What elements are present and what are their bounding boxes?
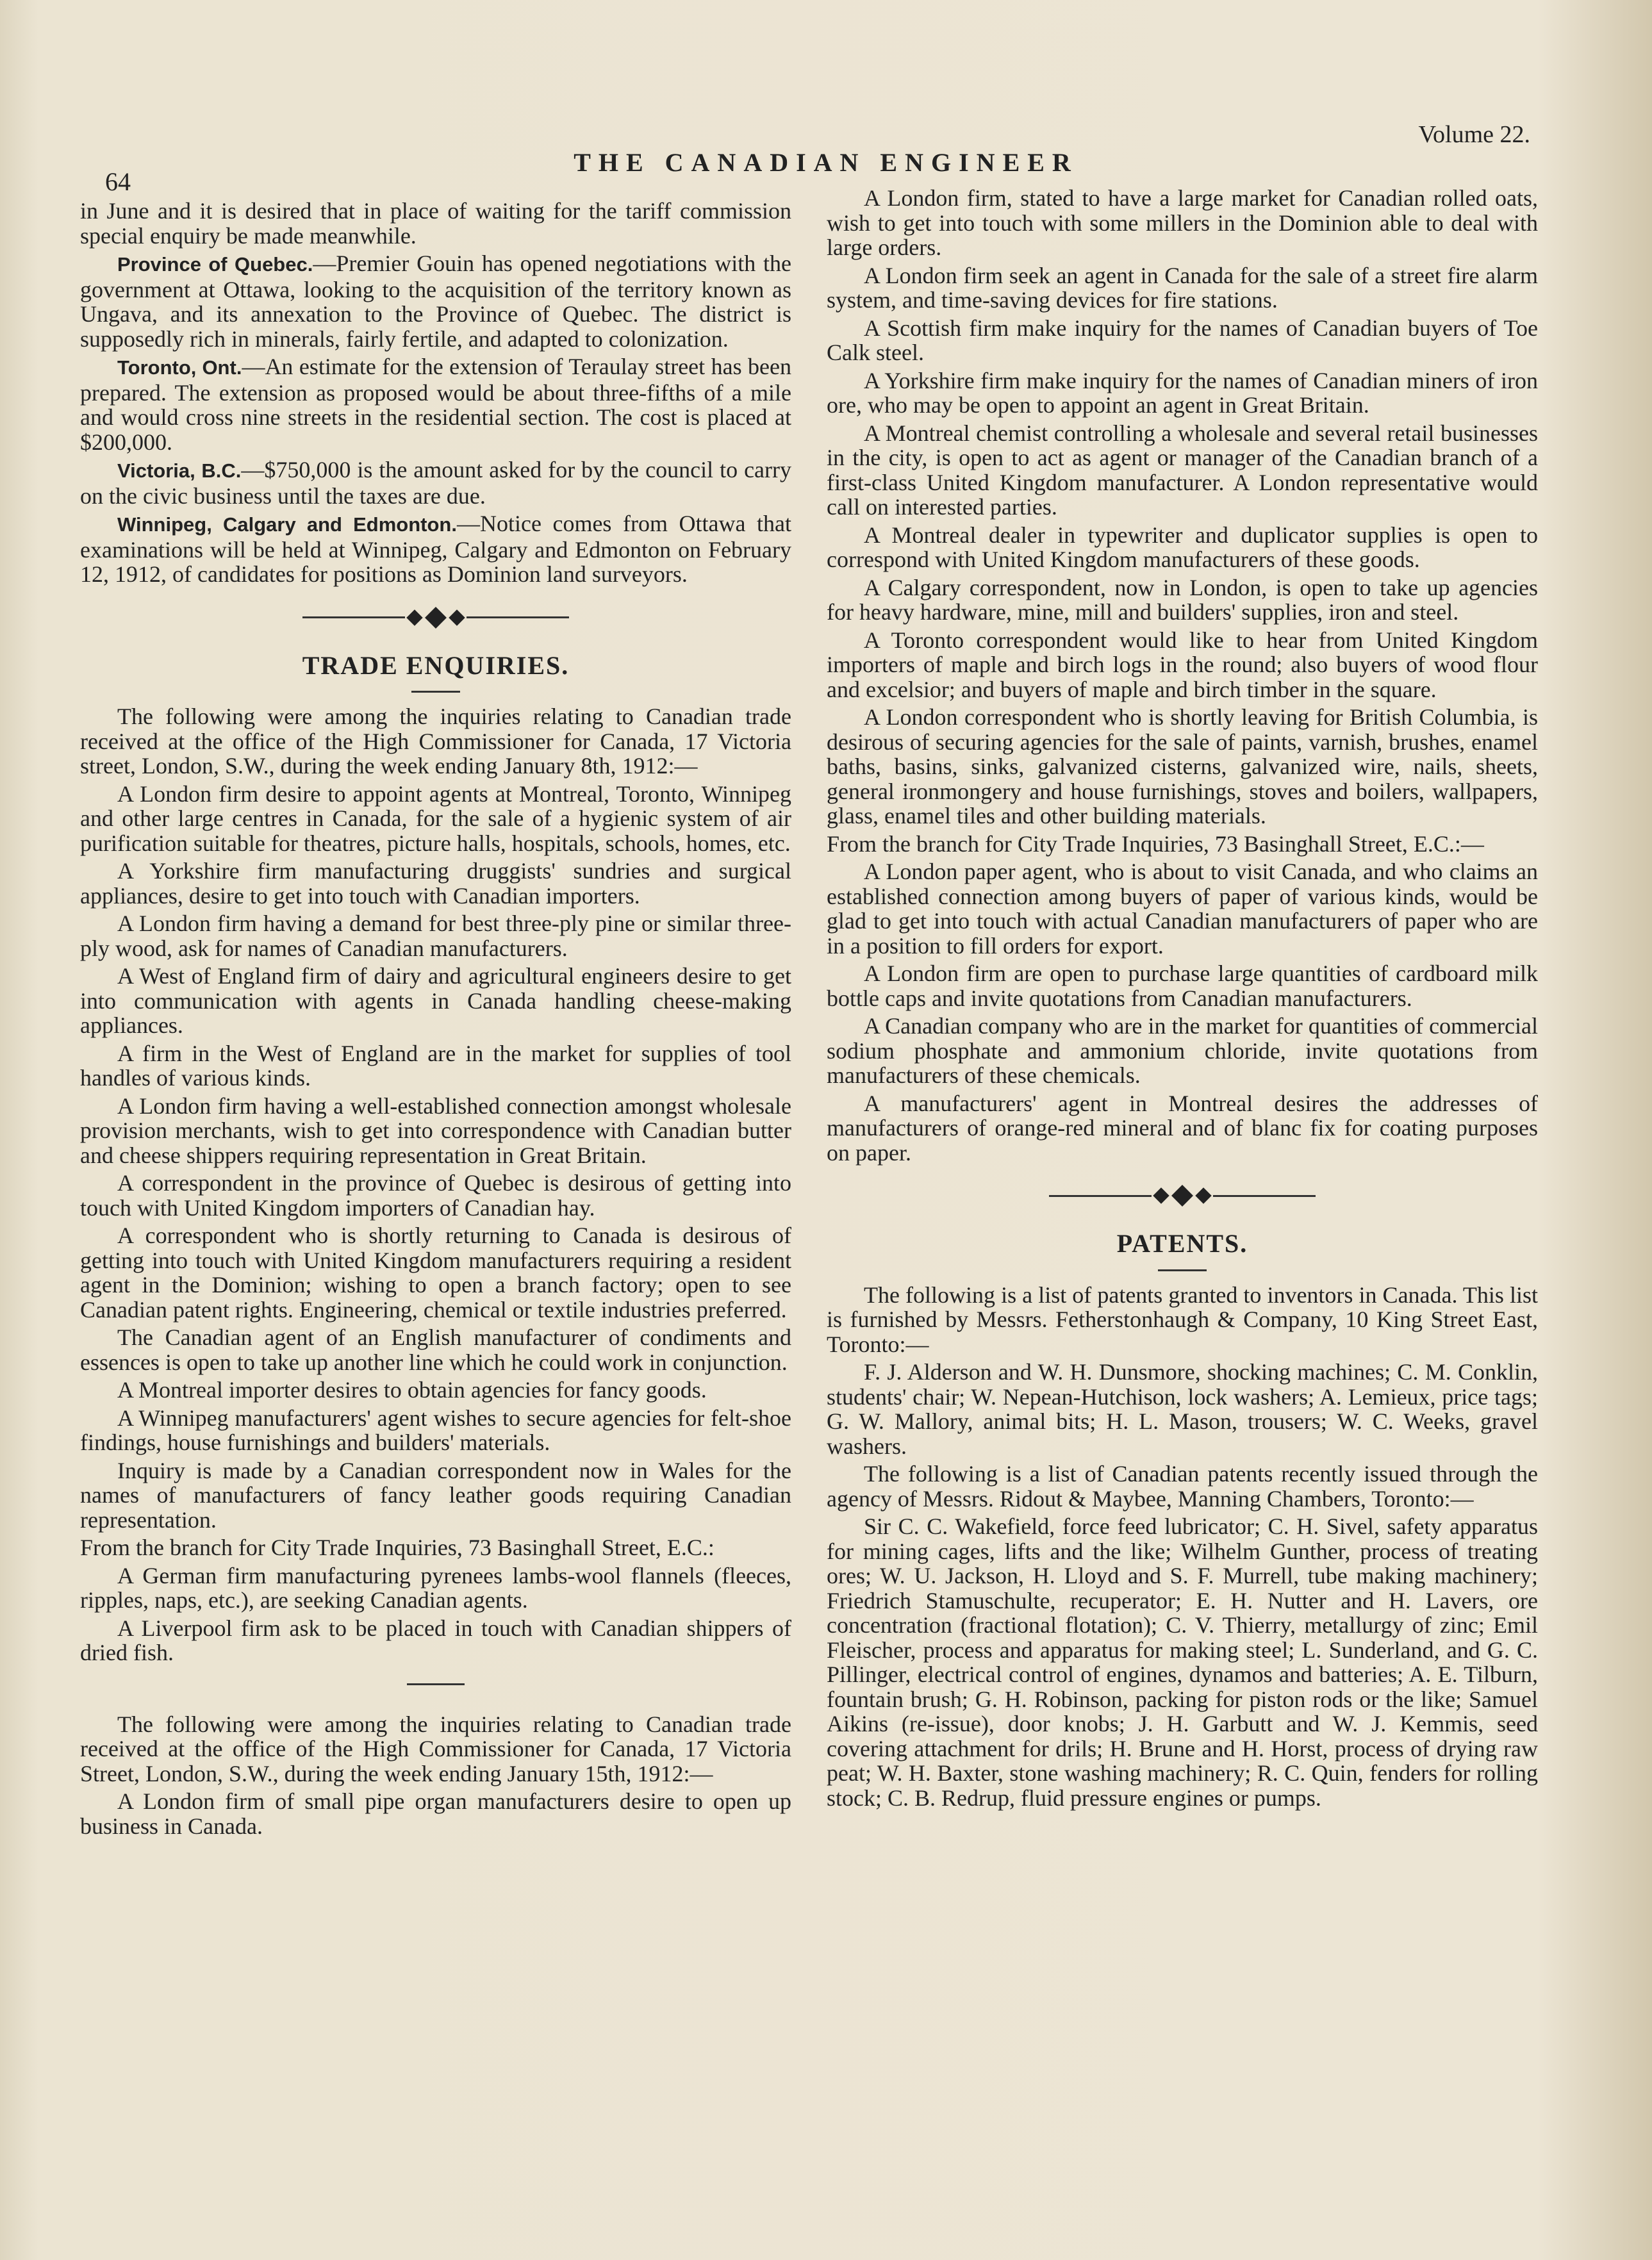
branch-line: From the branch for City Trade Inquiries, 73 Basinghall Street, E.C.:— bbox=[827, 830, 1484, 857]
branch-line: From the branch for City Trade Inquiries, 73 Basinghall Street, E.C.: bbox=[80, 1535, 714, 1560]
place-name: Province of Quebec. bbox=[117, 253, 313, 276]
volume-label: Volume 22. bbox=[1418, 121, 1530, 148]
patent-list: F. J. Alderson and W. H. Dunsmore, shocking machines; C. M. Conklin, students' chair; W. Nepean-Hutchison, lock washers; A. Lemieux, price tags; G. W. Mallory, animal bits; H. L. Mason, trousers; W. C. Weeks, gravel washers. bbox=[827, 1359, 1538, 1459]
paragraph: The following is a list of patents granted to inventors in Canada. This list is furnished by Messrs. Fetherstonhaugh & Company, 10 King Street East, Toronto:— bbox=[827, 1282, 1538, 1357]
separator-rule bbox=[407, 1683, 465, 1685]
enquiry-item: A London firm having a demand for best three-ply pine or similar three-ply wood, ask for names of Canadian manufacturers. bbox=[80, 911, 791, 961]
news-text: —Premier Gouin has opened negotiations with the government at Ottawa, looking to the acquisition of the territory known as Ungava, and its annexation to the Province of Quebec. The district is supposedly rich in minerals, fairly fertile, and adapted to colonization. bbox=[80, 251, 791, 352]
enquiry-item: Inquiry is made by a Canadian correspondent now in Wales for the names of manufacturers of fancy leather goods requiring Canadian representation. bbox=[80, 1457, 791, 1533]
enquiry-item: A manufacturers' agent in Montreal desires the addresses of manufacturers of orange-red mineral and of blanc fix for coating purposes on paper. bbox=[827, 1090, 1538, 1166]
left-column bbox=[80, 199, 791, 1842]
enquiry-item: A London paper agent, who is about to visit Canada, and who claims an established connection among buyers of paper of various kinds, would be glad to get into touch with actual Canadian manufacturers of paper who are in a position to fill orders for export. bbox=[827, 859, 1538, 959]
paragraph: The following is a list of Canadian patents recently issued through the agency of Messrs. Ridout & Maybee, Manning Chambers, Toronto:— bbox=[827, 1461, 1538, 1512]
enquiry-item: A Yorkshire firm manufacturing druggists' sundries and surgical appliances, desire to get into touch with Canadian importers. bbox=[80, 858, 791, 909]
enquiry-item: A Calgary correspondent, now in London, is open to take up agencies for heavy hardware, mine, mill and builders' supplies, iron and steel. bbox=[827, 574, 1538, 625]
news-item-quebec bbox=[80, 251, 791, 351]
enquiry-item: The Canadian agent of an English manufacturer of condiments and essences is open to take up another line which he could work in conjunction. bbox=[80, 1324, 791, 1375]
enquiry-item: A London firm desire to appoint agents at Montreal, Toronto, Winnipeg and other large centres in Canada, for the sale of a hygienic system of air purification suitable for theatres, picture halls, hospitals, schools, homes, etc. bbox=[80, 780, 791, 856]
paragraph: The following were among the inquiries relating to Canadian trade received at the office of the High Commissioner for Canada, 17 Victoria Street, London, S.W., during the week ending January 15th, 1912:— bbox=[80, 1711, 791, 1786]
enquiry-item: A Liverpool firm ask to be placed in touch with Canadian shippers of dried fish. bbox=[80, 1615, 791, 1665]
running-title: THE CANADIAN ENGINEER bbox=[574, 148, 1078, 177]
news-text: —$750,000 is the amount asked for by the council to carry on the civic business until the taxes are due. bbox=[80, 457, 791, 509]
news-text: —Notice comes from Ottawa that examinations will be held at Winnipeg, Calgary and Edmonton on February 12, 1912, of candidates for positions as Dominion land surveyors. bbox=[80, 511, 791, 587]
patent-list: Sir C. C. Wakefield, force feed lubricator; C. H. Sivel, safety apparatus for mining cages, lifts and the like; Wilhelm Gunther, process of treating ores; W. U. Jackson, H. Lloyd and S. F. Murrell, tube making machinery; Friedrich Stamuschulte, recuperator; E. H. Nutter and H. Lavers, ore concentration (fractional flotation); C. V. Thierry, metallurgy of zinc; Emil Fleischer, process and apparatus for making steel; L. Sunderland, and G. C. Pillinger, electrical control of engines, dynamos and batteries; A. E. Tilburn, fountain brush; G. H. Robinson, packing for piston rods or the like; Samuel Aikins (re-issue), door knobs; J. H. Garbutt and W. J. Kemmis, seed covering attachment for drils; H. Brune and H. Horst, process of drying raw peat; W. H. Baxter, stone washing machinery; R. C. Quin, fenders for rolling stock; C. B. Redrup, fluid pressure engines or pumps. bbox=[827, 1514, 1538, 1811]
enquiry-item: A correspondent in the province of Quebec is desirous of getting into touch with United Kingdom importers of Canadian hay. bbox=[80, 1170, 791, 1221]
enquiry-item: A West of England firm of dairy and agricultural engineers desire to get into communication with agents in Canada handling cheese-making appliances. bbox=[80, 963, 791, 1038]
section-ornament bbox=[827, 1183, 1538, 1208]
enquiry-item: A Toronto correspondent would like to hear from United Kingdom importers of maple and birch logs in the round; also buyers of wood flour and excelsior; and buyers of maple and birch timber in the square. bbox=[827, 627, 1538, 702]
enquiry-item: A firm in the West of England are in the market for supplies of tool handles of various kinds. bbox=[80, 1040, 791, 1091]
enquiry-item: A German firm manufacturing pyrenees lambs-wool flannels (fleeces, ripples, naps, etc.), are seeking Canadian agents. bbox=[80, 1562, 791, 1613]
enquiry-item: A Canadian company who are in the market for quantities of commercial sodium phosphate and ammonium chloride, invite quotations from manufacturers of these chemicals. bbox=[827, 1013, 1538, 1088]
paragraph: The following were among the inquiries relating to Canadian trade received at the office of the High Commissioner for Canada, 17 Victoria street, London, S.W., during the week ending January 8th, 1912:— bbox=[80, 704, 791, 779]
right-column bbox=[827, 186, 1538, 1813]
place-name: Winnipeg, Calgary and Edmonton. bbox=[117, 513, 457, 536]
trade-enquiries-heading: TRADE ENQUIRIES. bbox=[302, 650, 570, 680]
enquiry-item: A Montreal importer desires to obtain agencies for fancy goods. bbox=[117, 1377, 707, 1403]
enquiry-item: A Yorkshire firm make inquiry for the names of Canadian miners of iron ore, who may be open to appoint an agent in Great Britain. bbox=[827, 367, 1538, 418]
news-item-victoria bbox=[80, 458, 791, 508]
news-item-winnipeg bbox=[80, 511, 791, 587]
section-ornament bbox=[80, 605, 791, 631]
enquiry-item: A London firm having a well-established connection amongst wholesale provision merchants, wish to get into correspondence with Canadian butter and cheese shippers requiring representation in Great Britain. bbox=[80, 1093, 791, 1168]
enquiry-item: A London firm are open to purchase large quantities of cardboard milk bottle caps and invite quotations from Canadian manufacturers. bbox=[827, 961, 1538, 1011]
news-item-toronto bbox=[80, 354, 791, 454]
enquiry-item: A Montreal dealer in typewriter and duplicator supplies is open to correspond with United Kingdom manufacturers of these goods. bbox=[827, 522, 1538, 572]
enquiry-item: A Winnipeg manufacturers' agent wishes to secure agencies for felt-shoe findings, house furnishings and builders' materials. bbox=[80, 1405, 791, 1455]
place-name: Victoria, B.C. bbox=[117, 459, 242, 482]
paragraph: in June and it is desired that in place of waiting for the tariff commission special enquiry be made meanwhile. bbox=[80, 198, 791, 249]
heading-rule bbox=[1158, 1269, 1207, 1271]
heading-rule bbox=[411, 691, 460, 693]
enquiry-item: A London firm seek an agent in Canada for the sale of a street fire alarm system, and time-saving devices for fire stations. bbox=[827, 262, 1538, 313]
enquiry-item: A London correspondent who is shortly leaving for British Columbia, is desirous of securing agencies for the sale of paints, varnish, brushes, enamel baths, basins, sinks, galvanized cisterns, galvanized wire, nails, sheets, general ironmongery and house furnishings, stoves and boilers, wallpapers, glass, enamel tiles and other building materials. bbox=[827, 704, 1538, 829]
enquiry-item: A correspondent who is shortly returning to Canada is desirous of getting into touch with United Kingdom manufacturers requiring a resident agent in the Dominion; wishing to open a branch factory; open to see Canadian patent rights. Engineering, chemical or textile industries preferred. bbox=[80, 1223, 791, 1323]
news-text: —An estimate for the extension of Teraulay street has been prepared. The extension as proposed would be about three-fifths of a mile and would cross nine streets in the residential section. The cost is placed at $200,000. bbox=[80, 354, 791, 455]
enquiry-item: A Montreal chemist controlling a wholesale and several retail businesses in the city, is open to act as agent or manager of the Canadian branch of a first-class United Kingdom manufacturer. A London representative would call on interested parties. bbox=[827, 420, 1538, 520]
enquiry-item: A London firm, stated to have a large market for Canadian rolled oats, wish to get into touch with some millers in the Dominion able to deal with large orders. bbox=[827, 185, 1538, 260]
place-name: Toronto, Ont. bbox=[117, 356, 242, 379]
enquiry-item: A Scottish firm make inquiry for the names of Canadian buyers of Toe Calk steel. bbox=[827, 315, 1538, 365]
enquiry-item: A London firm of small pipe organ manufacturers desire to open up business in Canada. bbox=[80, 1788, 791, 1839]
patents-heading: PATENTS. bbox=[1116, 1229, 1248, 1258]
page-number: 64 bbox=[105, 167, 131, 196]
